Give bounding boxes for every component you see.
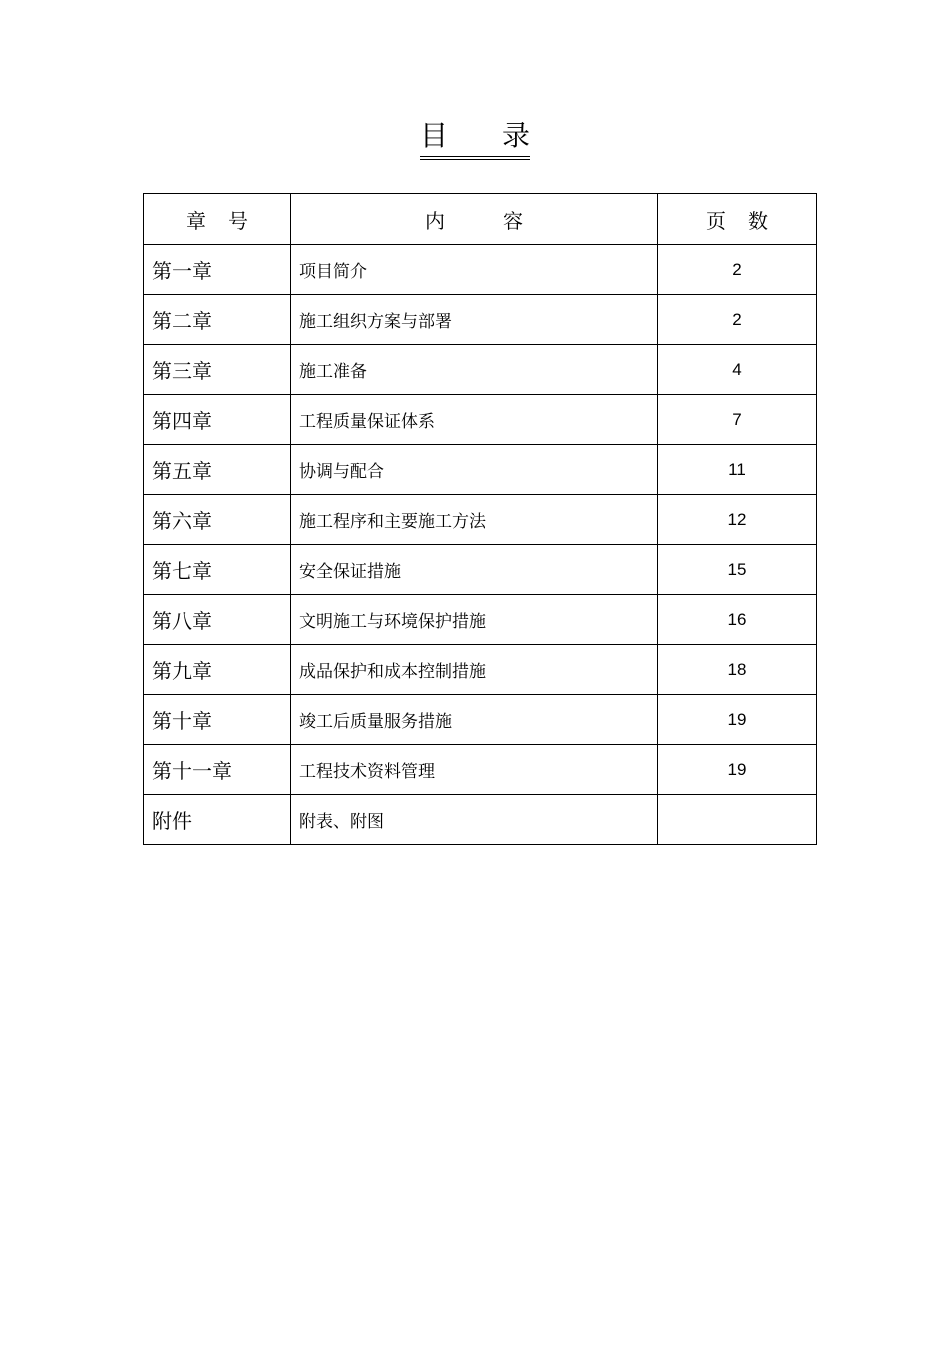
header-page-a: 页	[706, 208, 726, 233]
table-row	[144, 795, 817, 845]
page-cell	[658, 795, 817, 845]
content-cell: 施工组织方案与部署	[291, 295, 658, 345]
chapter-cell: 附件	[144, 795, 291, 845]
title-part-2: 录	[502, 119, 531, 152]
page-cell: 19	[658, 695, 817, 745]
content-cell: 施工准备	[291, 345, 658, 395]
content-cell: 竣工后质量服务措施	[291, 695, 658, 745]
table-row	[144, 395, 817, 445]
table-row	[144, 495, 817, 545]
content-cell: 协调与配合	[291, 445, 658, 495]
page-cell: 2	[658, 295, 817, 345]
table-row	[144, 645, 817, 695]
content-cell: 成品保护和成本控制措施	[291, 645, 658, 695]
header-content	[291, 194, 658, 245]
table-row	[144, 295, 817, 345]
document-title	[0, 118, 950, 166]
chapter-cell: 第七章	[144, 545, 291, 595]
chapter-cell: 第四章	[144, 395, 291, 445]
header-chapter-a: 章	[186, 208, 206, 233]
chapter-cell: 第三章	[144, 345, 291, 395]
table-row	[144, 345, 817, 395]
page-cell: 19	[658, 745, 817, 795]
chapter-cell: 第五章	[144, 445, 291, 495]
content-cell: 附表、附图	[291, 795, 658, 845]
table-row	[144, 745, 817, 795]
page-cell: 11	[658, 445, 817, 495]
chapter-cell: 第九章	[144, 645, 291, 695]
content-cell: 文明施工与环境保护措施	[291, 595, 658, 645]
chapter-cell: 第一章	[144, 245, 291, 295]
header-page-b: 数	[748, 208, 768, 233]
chapter-cell: 第十章	[144, 695, 291, 745]
page-cell: 7	[658, 395, 817, 445]
table-row	[144, 595, 817, 645]
header-chapter	[144, 194, 291, 245]
title-underlined	[420, 118, 530, 160]
chapter-cell: 第二章	[144, 295, 291, 345]
page-cell: 2	[658, 245, 817, 295]
page-cell: 18	[658, 645, 817, 695]
content-cell: 项目简介	[291, 245, 658, 295]
header-page	[658, 194, 817, 245]
table-row	[144, 445, 817, 495]
content-cell: 施工程序和主要施工方法	[291, 495, 658, 545]
chapter-cell: 第十一章	[144, 745, 291, 795]
table-row	[144, 245, 817, 295]
content-cell: 工程技术资料管理	[291, 745, 658, 795]
table-row	[144, 545, 817, 595]
table-header-row	[144, 194, 817, 245]
page-cell: 4	[658, 345, 817, 395]
table-of-contents	[143, 193, 817, 845]
header-chapter-b: 号	[228, 208, 248, 233]
chapter-cell: 第八章	[144, 595, 291, 645]
page-cell: 12	[658, 495, 817, 545]
content-cell: 工程质量保证体系	[291, 395, 658, 445]
header-content-b: 容	[503, 208, 523, 233]
title-part-1: 目	[419, 119, 448, 152]
content-cell: 安全保证措施	[291, 545, 658, 595]
page-cell: 16	[658, 595, 817, 645]
page-cell: 15	[658, 545, 817, 595]
chapter-cell: 第六章	[144, 495, 291, 545]
header-content-a: 内	[425, 208, 445, 233]
table-row	[144, 695, 817, 745]
